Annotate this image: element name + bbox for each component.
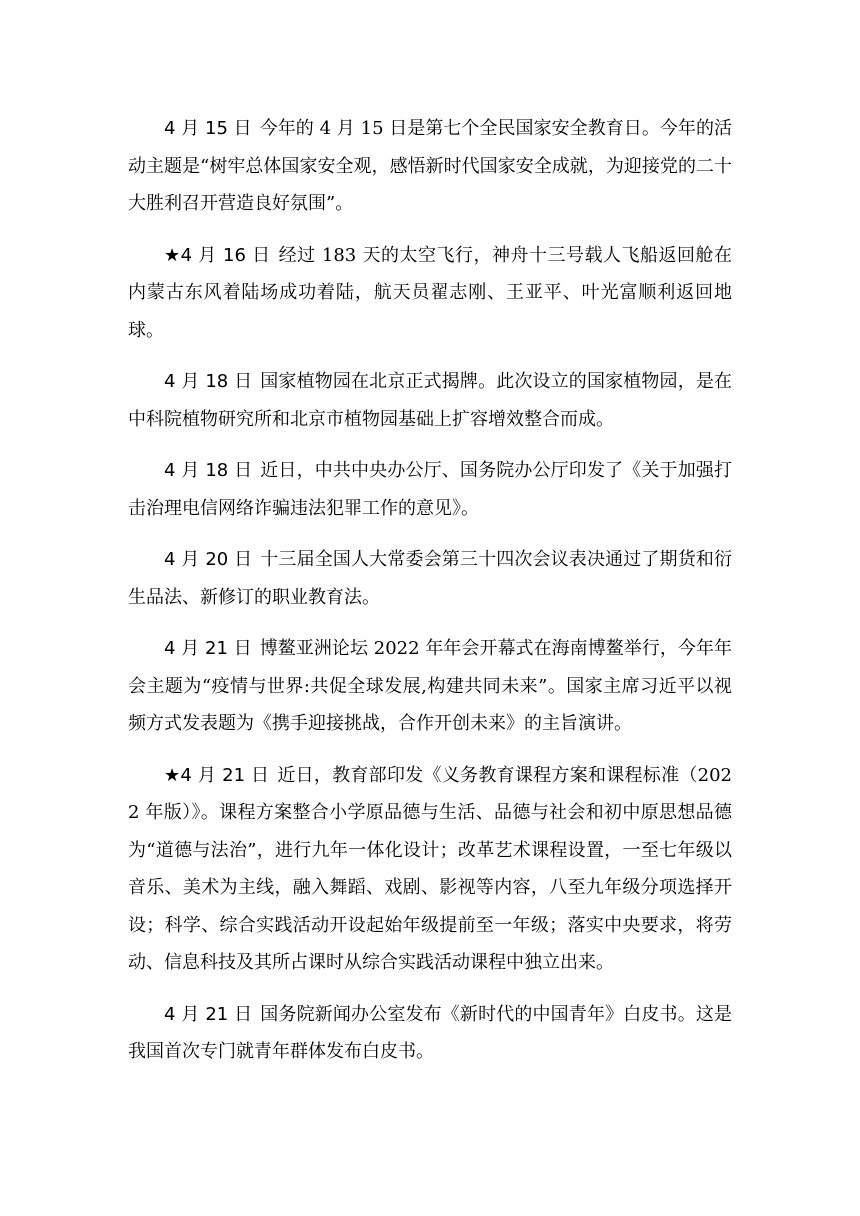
entry-text: 近日，教育部印发《义务教育课程方案和课程标准（2022 年版）》。课程方案整合小学原品德与生活、品德与社会和初中原思想品德为“道德与法治”，进行九年一体化设计；改革艺术课程设置，一至七年级以音乐、美术为主线，融入舞蹈、戏剧、影视等内容，八至九年级分项选择开设；科学、综合实践活动开设起始年级提前至一年级；落实中央要求，将劳动、信息科技及其所占课时从综合实践活动课程中独立出来。 xyxy=(128,764,732,973)
entry-date: 4 月 20 日 xyxy=(164,549,253,570)
entry-text: 今年的 4 月 15 日是第七个全民国家安全教育日。今年的活动主题是“树牢总体国家安全观，感悟新时代国家安全成就，为迎接党的二十大胜利召开营造良好氛围”。 xyxy=(128,118,732,214)
news-entry xyxy=(128,541,732,616)
document-body xyxy=(128,110,732,1085)
entry-date: 4 月 18 日 xyxy=(164,460,253,481)
news-entry xyxy=(128,757,732,982)
entry-text: 博鳌亚洲论坛 2022 年年会开幕式在海南博鳌举行，今年年会主题为“疫情与世界:共促全球发展,构建共同未来”。国家主席习近平以视频方式发表题为《携手迎接挑战，合作开创未来》的主旨演讲。 xyxy=(128,638,732,734)
news-entry xyxy=(128,996,732,1071)
news-entry xyxy=(128,363,732,438)
entry-date: ★4 月 21 日 xyxy=(164,764,270,786)
entry-date: 4 月 15 日 xyxy=(164,118,252,139)
entry-text: 国家植物园在北京正式揭牌。此次设立的国家植物园，是在中科院植物研究所和北京市植物园基础上扩容增效整合而成。 xyxy=(128,371,733,430)
entry-date: 4 月 21 日 xyxy=(164,638,252,659)
entry-text: 十三届全国人大常委会第三十四次会议表决通过了期货和衍生品法、新修订的职业教育法。 xyxy=(128,549,733,608)
entry-text: 经过 183 天的太空飞行，神舟十三号载人飞船返回舱在内蒙古东风着陆场成功着陆，航天员翟志刚、王亚平、叶光富顺利返回地球。 xyxy=(128,244,732,341)
news-entry xyxy=(128,237,732,350)
news-entry xyxy=(128,630,732,743)
entry-text: 近日，中共中央办公厅、国务院办公厅印发了《关于加强打击治理电信网络诈骗违法犯罪工作的意见》。 xyxy=(128,460,733,519)
entry-date: ★4 月 16 日 xyxy=(164,244,271,266)
entry-date: 4 月 18 日 xyxy=(164,371,253,392)
news-entry xyxy=(128,110,732,223)
news-entry xyxy=(128,452,732,527)
entry-date: 4 月 21 日 xyxy=(164,1003,253,1025)
entry-text: 国务院新闻办公室发布《新时代的中国青年》白皮书。这是我国首次专门就青年群体发布白皮书。 xyxy=(128,1003,733,1062)
